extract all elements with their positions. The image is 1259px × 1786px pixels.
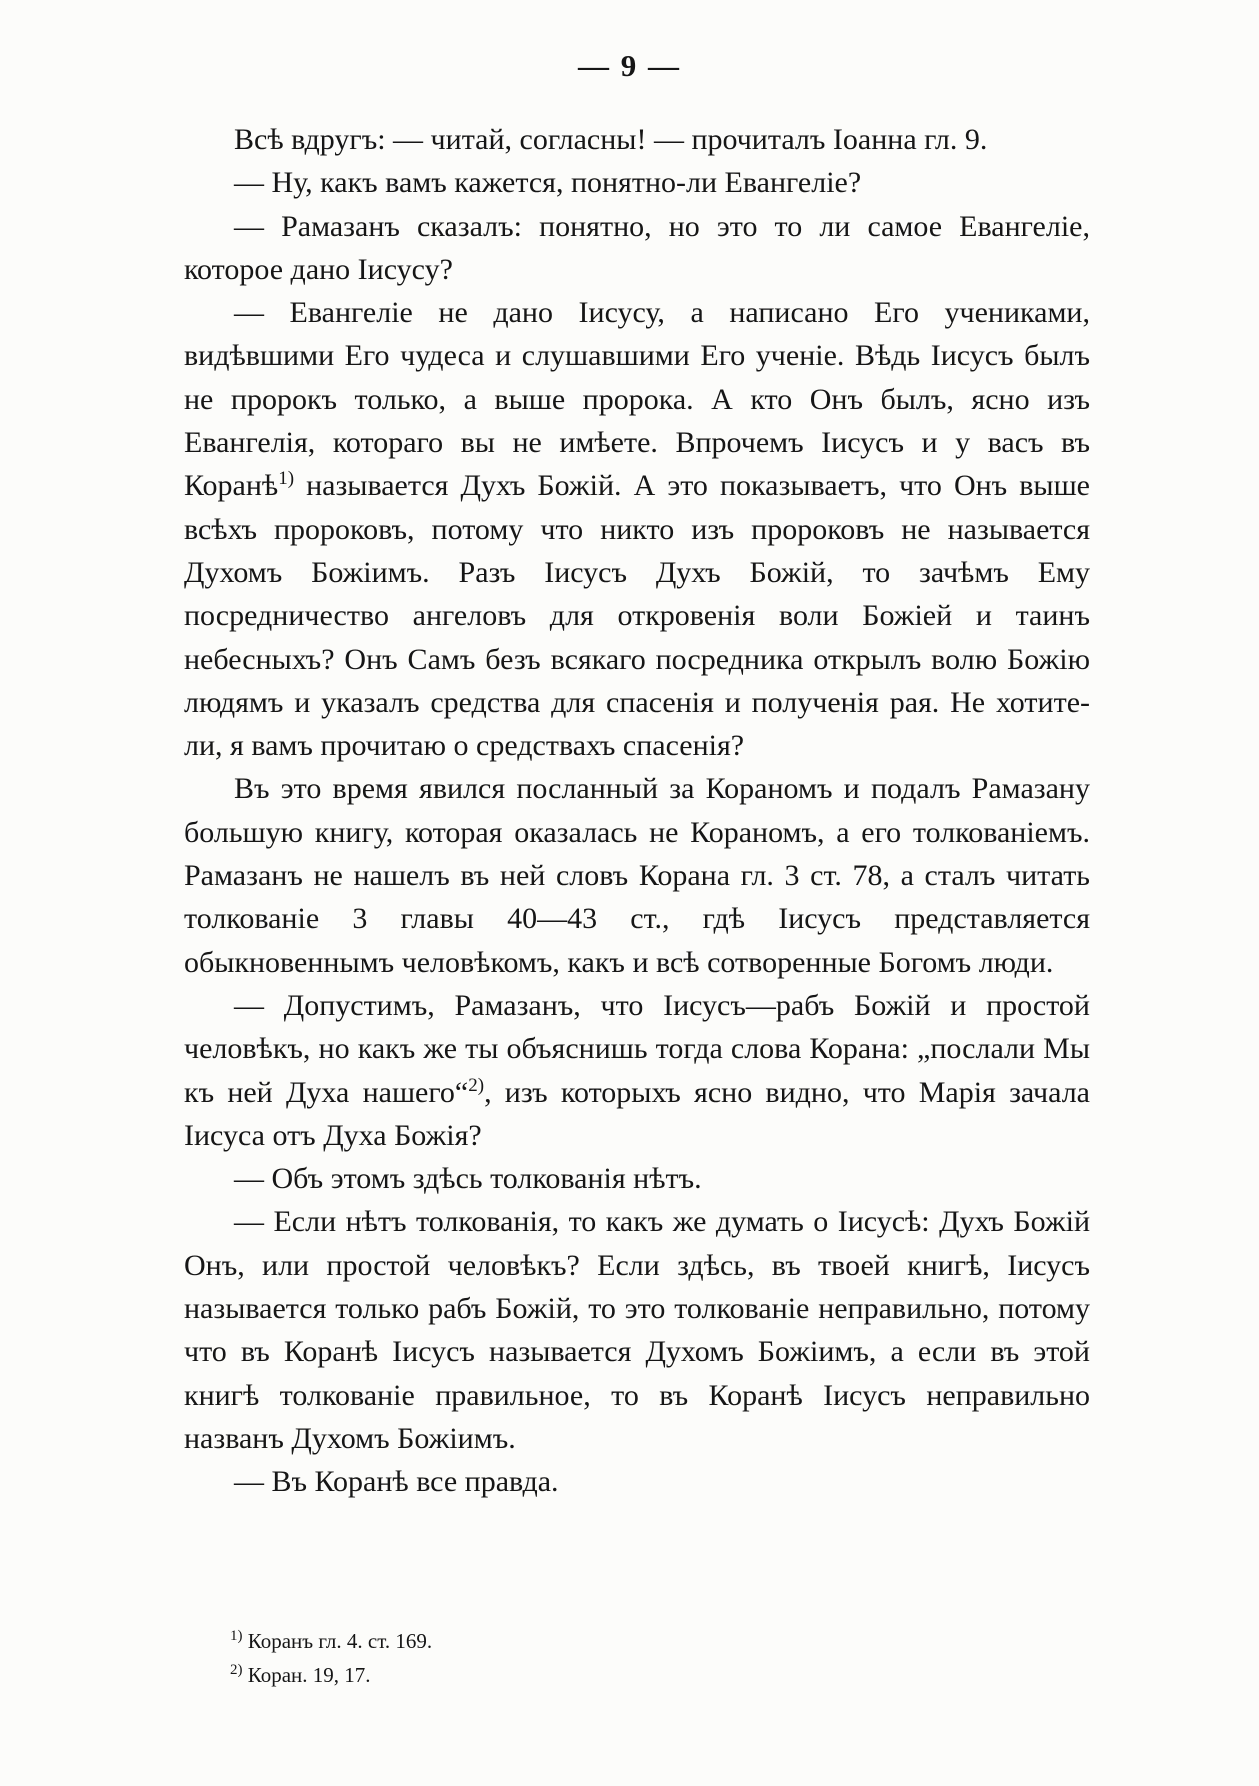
footnote-text: Коранъ гл. 4. ст. 169. [247,1629,433,1653]
paragraph: — Рамазанъ сказалъ: понятно, но это то ли самое Евангеліе, которое дано Іисусу? [184,209,1090,286]
paragraph-text: , изъ которыхъ ясно видно, что Марія зачала Іисуса отъ Духа Божія? [184,1075,1090,1152]
footnote [230,1658,432,1692]
paragraph-text: называется Духъ Божій. А это показываетъ, что Онъ выше всѣхъ пророковъ, потому что никто изъ пророковъ не называется Духомъ Божіимъ. Разъ Іисусъ Духъ Божій, то зачѣмъ Ему посредничество ангеловъ для откровенія воли Божіей и таинъ небесныхъ? Онъ Самъ безъ всякаго посредника открылъ волю Божію людямъ и указалъ средства для спасенія и полученія рая. Не хотите-ли, я вамъ прочитаю о средствахъ спасенія? [184,469,1090,763]
paragraph: — Ну, какъ вамъ кажется, понятно-ли Евангеліе? [234,166,862,200]
footnote-reference: 2) [468,1074,485,1096]
paragraph: — Въ Коранѣ все правда. [234,1465,559,1499]
paragraph-text: — Евангеліе не дано Іисусу, а написано Его учениками, видѣвшими Его чудеса и слушавшими Его ученіе. Вѣдь Іисусъ былъ не пророкъ только, а выше пророка. А кто Онъ былъ, ясно изъ Евангелія, котораго вы не имѣете. Впрочемъ Іисусъ и у васъ въ Коранѣ [184,296,1090,503]
footnote-mark: 1) [230,1628,243,1644]
paragraph: — Если нѣтъ толкованія, то какъ же думать о Іисусѣ: Духъ Божій Онъ, или простой человѣкъ? Если здѣсь, въ твоей книгѣ, Іисусъ называется только рабъ Божій, то это толкованіе неправильно, потому что въ Коранѣ Іисусъ называется Духомъ Божіимъ, а если въ этой книгѣ толкованіе правильное, то въ Коранѣ Іисусъ неправильно названъ Духомъ Божіимъ. [184,1205,1090,1455]
footnote-mark: 2) [230,1662,243,1678]
page-number: — 9 — [578,48,681,83]
footnotes [230,1624,432,1692]
footnote-text: Коран. 19, 17. [247,1663,371,1687]
paragraph [184,984,1090,1157]
footnote [230,1624,432,1658]
paragraph: Всѣ вдругъ: — читай, согласны! — прочиталъ Іоанна гл. 9. [234,123,988,156]
footnote-reference: 1) [278,468,295,490]
body-text [184,118,1090,1504]
paragraph [184,291,1090,767]
paragraph: — Объ этомъ здѣсь толкованія нѣтъ. [234,1162,702,1196]
paragraph: Въ это время явился посланный за Кораномъ и подалъ Рамазану большую книгу, которая оказалась не Кораномъ, а его толкованіемъ. Рамазанъ не нашелъ въ ней словъ Корана гл. 3 ст. 78, а сталъ читать толкованіе 3 главы 40—43 ст., гдѣ Іисусъ представляется обыкновеннымъ человѣкомъ, какъ и всѣ сотворенные Богомъ люди. [184,772,1090,979]
paragraph-text: — Допустимъ, Рамазанъ, что Іисусъ—рабъ Божій и простой человѣкъ, но какъ же ты объяснишь тогда слова Корана: „послали Мы къ ней Духа нашего“ [184,988,1090,1109]
